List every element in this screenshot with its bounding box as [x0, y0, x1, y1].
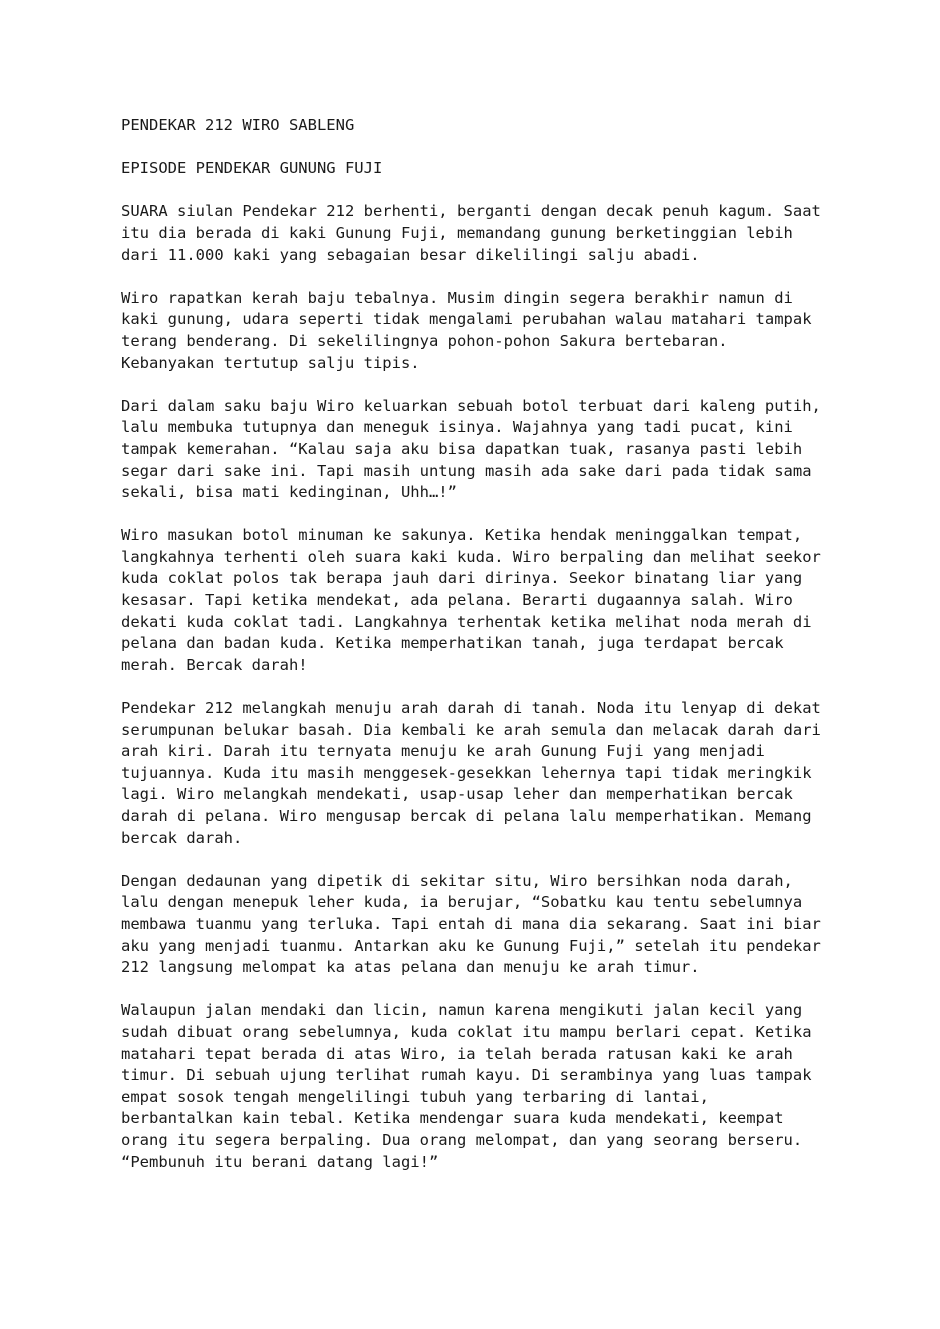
text-line: Walaupun jalan mendaki dan licin, namun karena mengikuti jalan kecil yang	[121, 1001, 803, 1020]
text-line: darah di pelana. Wiro mengusap bercak di pelana lalu memperhatikan. Memang	[121, 807, 812, 825]
text-line: tampak kemerahan. “Kalau saja aku bisa dapatkan tuak, rasanya pasti lebih	[121, 439, 803, 458]
paragraph	[121, 1000, 831, 1173]
paragraph	[121, 396, 831, 504]
document-page	[121, 115, 831, 1195]
text-line: Pendekar 212 melangkah menuju arah darah di tanah. Noda itu lenyap di dekat	[121, 699, 821, 718]
text-line: dari 11.000 kaki yang sebagaian besar dikelilingi salju abadi.	[121, 245, 700, 264]
text-line: Wiro rapatkan kerah baju tebalnya. Musim dingin segera berakhir namun di	[121, 288, 793, 307]
episode-title: EPISODE PENDEKAR GUNUNG FUJI	[121, 159, 383, 178]
text-line: lagi. Wiro melangkah mendekati, usap-usap leher dan memperhatikan bercak	[121, 785, 793, 804]
paragraph	[121, 525, 831, 676]
paragraph	[121, 201, 831, 266]
text-line: pelana dan badan kuda. Ketika memperhatikan tanah, juga terdapat bercak	[121, 634, 784, 653]
text-line: tujuannya. Kuda itu masih menggesek-gesekkan lehernya tapi tidak meringkik	[121, 763, 812, 782]
text-line: berbantalkan kain tebal. Ketika mendengar suara kuda mendekati, keempat	[121, 1109, 784, 1128]
text-line: kaki gunung, udara seperti tidak mengalami perubahan walau matahari tampak	[121, 310, 812, 329]
text-line: timur. Di sebuah ujung terlihat rumah kayu. Di serambinya yang luas tampak	[121, 1066, 812, 1085]
text-line: merah. Bercak darah!	[121, 655, 308, 674]
text-line: Kebanyakan tertutup salju tipis.	[121, 353, 420, 372]
text-line: Dengan dedaunan yang dipetik di sekitar situ, Wiro bersihkan noda darah,	[121, 871, 793, 890]
paragraph	[121, 871, 831, 979]
text-line: itu dia berada di kaki Gunung Fuji, memandang gunung berketinggian lebih	[121, 223, 793, 242]
text-line: SUARA siulan Pendekar 212 berhenti, berganti dengan decak penuh kagum. Saat	[121, 202, 821, 221]
text-line: Dari dalam saku baju Wiro keluarkan sebuah botol terbuat dari kaleng putih,	[121, 396, 821, 415]
text-line: segar dari sake ini. Tapi masih untung masih ada sake dari pada tidak sama	[121, 461, 812, 480]
text-line: serumpunan belukar basah. Dia kembali ke arah semula dan melacak darah dari	[121, 720, 821, 739]
text-line: sudah dibuat orang sebelumnya, kuda coklat itu mampu berlari cepat. Ketika	[121, 1022, 812, 1041]
text-line: membawa tuanmu yang terluka. Tapi entah di mana dia sekarang. Saat ini biar	[121, 914, 821, 933]
text-line: orang itu segera berpaling. Dua orang melompat, dan yang seorang berseru.	[121, 1130, 803, 1149]
text-line: lalu dengan menepuk leher kuda, ia berujar, “Sobatku kau tentu sebelumnya	[121, 893, 803, 912]
text-line: “Pembunuh itu berani datang lagi!”	[121, 1152, 439, 1171]
text-line: kuda coklat polos tak berapa jauh dari dirinya. Seekor binatang liar yang	[121, 569, 803, 588]
text-line: dekati kuda coklat tadi. Langkahnya terhentak ketika melihat noda merah di	[121, 612, 812, 631]
text-line: bercak darah.	[121, 828, 243, 847]
text-line: kesasar. Tapi ketika mendekat, ada pelana. Berarti dugaannya salah. Wiro	[121, 591, 793, 610]
text-line: sekali, bisa mati kedinginan, Uhh…!”	[121, 483, 457, 502]
paragraph	[121, 698, 831, 849]
text-line: langkahnya terhenti oleh suara kaki kuda. Wiro berpaling dan melihat seekor	[121, 547, 821, 566]
text-line: 212 langsung melompat ka atas pelana dan menuju ke arah timur.	[121, 958, 700, 977]
text-line: empat sosok tengah mengelilingi tubuh yang terbaring di lantai,	[121, 1087, 709, 1106]
text-line: terang benderang. Di sekelilingnya pohon-pohon Sakura bertebaran.	[121, 331, 728, 350]
paragraph	[121, 288, 831, 374]
text-line: lalu membuka tutupnya dan meneguk isinya. Wajahnya yang tadi pucat, kini	[121, 418, 793, 437]
text-line: aku yang menjadi tuanmu. Antarkan aku ke Gunung Fuji,” setelah itu pendekar	[121, 936, 821, 955]
text-line: Wiro masukan botol minuman ke sakunya. Ketika hendak meninggalkan tempat,	[121, 526, 803, 545]
text-line: arah kiri. Darah itu ternyata menuju ke arah Gunung Fuji yang menjadi	[121, 742, 765, 761]
document-title: PENDEKAR 212 WIRO SABLENG	[121, 116, 355, 134]
document-body	[121, 201, 831, 1173]
text-line: matahari tepat berada di atas Wiro, ia telah berada ratusan kaki ke arah	[121, 1044, 793, 1063]
